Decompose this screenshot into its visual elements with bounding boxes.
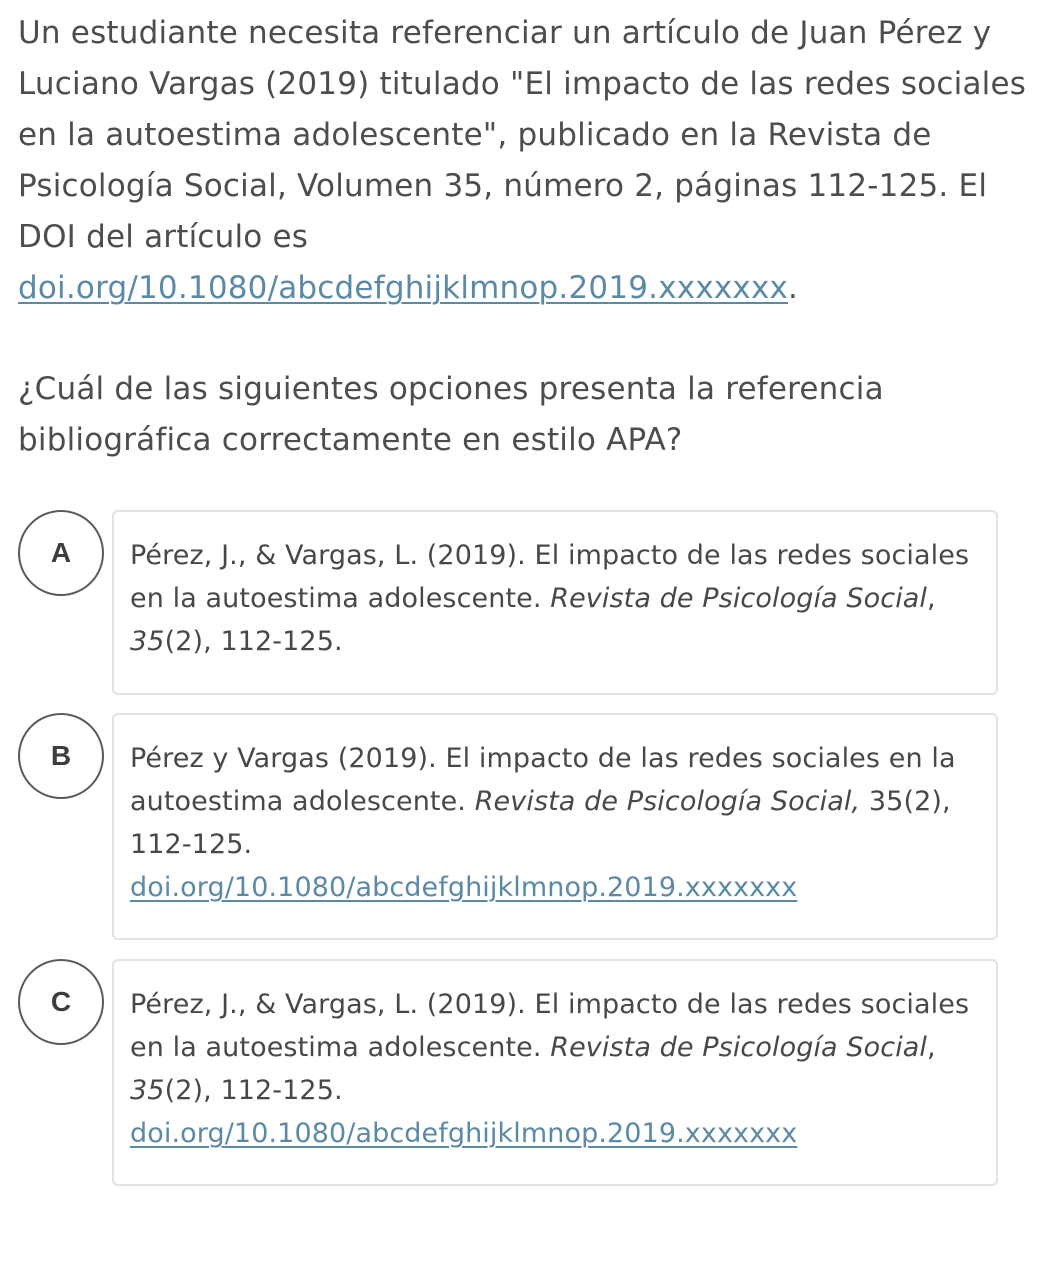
question-block — [18, 8, 1028, 466]
question-text — [18, 8, 1028, 314]
option-a-letter[interactable]: A — [18, 510, 104, 596]
option-b-card[interactable] — [112, 713, 998, 940]
option-b-doi-link[interactable]: doi.org/10.1080/abcdefghijklmnop.2019.xxxxxxx — [130, 872, 798, 903]
option-a-volume: 35 — [130, 626, 165, 657]
option-c-card[interactable] — [112, 959, 998, 1186]
option-b-letter[interactable]: B — [18, 713, 104, 799]
option-c-letter[interactable]: C — [18, 959, 104, 1045]
doi-link[interactable]: doi.org/10.1080/abcdefghijklmnop.2019.xxxxxxx — [18, 270, 789, 306]
doi-suffix: . — [788, 270, 799, 306]
option-a-journal: Revista de Psicología Social — [550, 583, 928, 614]
option-a-sep: , — [927, 583, 936, 614]
option-c-issue-pages: (2), 112-125. — [164, 1075, 343, 1106]
option-b-volume-issue-pages: 35(2), 112-125. — [130, 786, 951, 860]
option-c-journal: Revista de Psicología Social — [550, 1032, 928, 1063]
option-c-text: Pérez, J., & Vargas, L. (2019). El impacto de las redes sociales en la autoestima adolescente. — [130, 989, 970, 1063]
option-c-volume: 35 — [130, 1075, 165, 1106]
question-prompt: ¿Cuál de las siguientes opciones presenta la referencia bibliográfica correctamente en estilo APA? — [18, 371, 884, 458]
option-a-card[interactable] — [112, 510, 998, 695]
question-statement: Un estudiante necesita referenciar un artículo de Juan Pérez y Luciano Vargas (2019) titulado "El impacto de las redes sociales en la autoestima adolescente", publicado en la Revista de Psicología Social, Volumen 35, número 2, páginas 112-125. El DOI del artículo es — [18, 15, 1027, 255]
option-a-text: Pérez, J., & Vargas, L. (2019). El impacto de las redes sociales en la autoestima adolescente. — [130, 540, 970, 614]
option-c-doi-link[interactable]: doi.org/10.1080/abcdefghijklmnop.2019.xxxxxxx — [130, 1118, 798, 1149]
option-b-text: Pérez y Vargas (2019). El impacto de las redes sociales en la autoestima adolescente. — [130, 743, 956, 817]
option-c-sep: , — [927, 1032, 936, 1063]
option-b-journal: Revista de Psicología Social, — [474, 786, 861, 817]
option-a-issue-pages: (2), 112-125. — [164, 626, 343, 657]
